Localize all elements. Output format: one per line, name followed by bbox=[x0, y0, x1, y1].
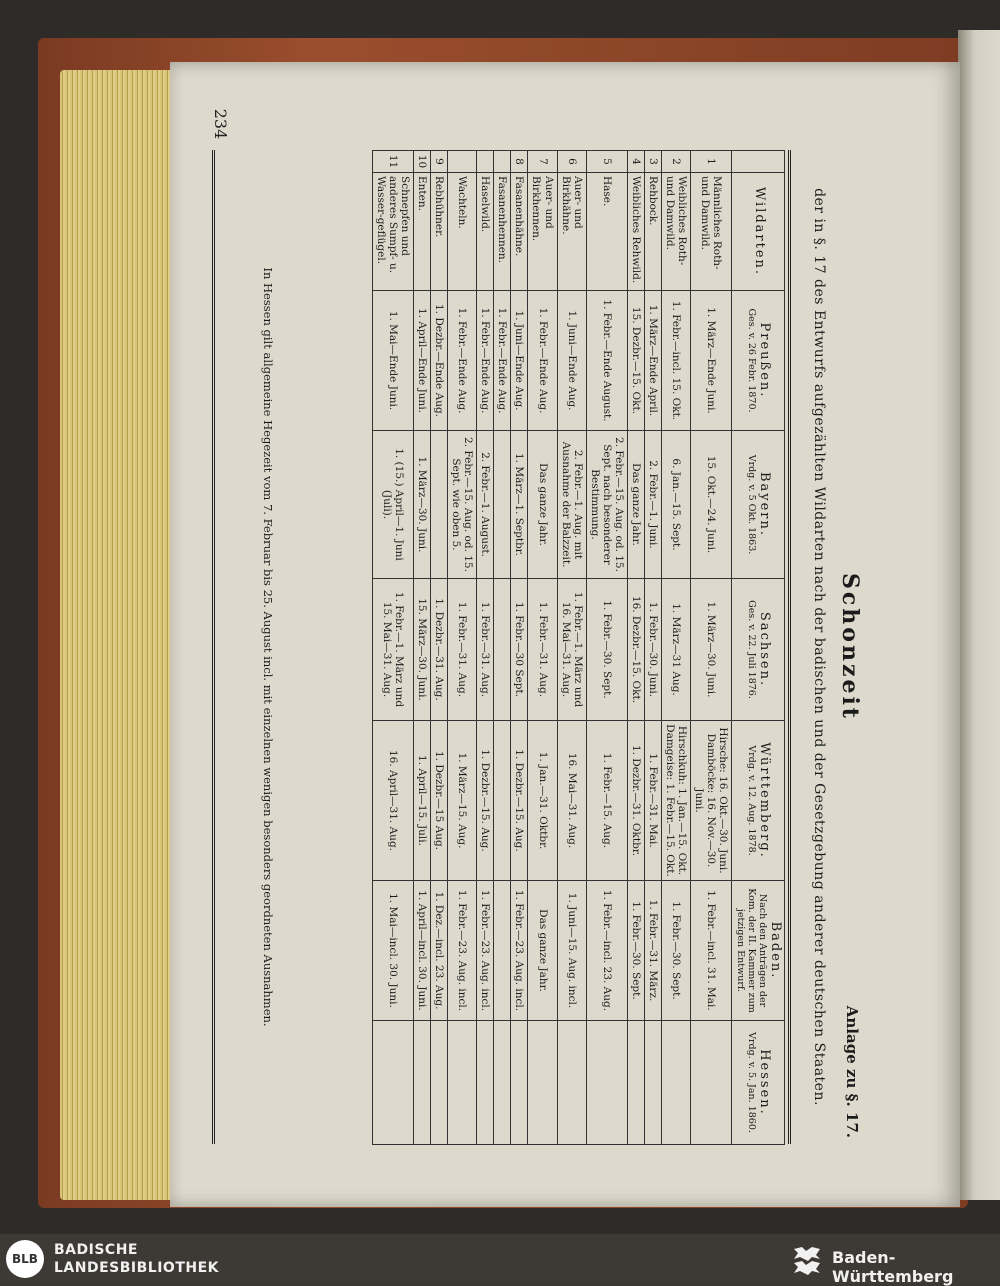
cell-sachsen: 15. März—30. Juni. bbox=[413, 579, 430, 721]
header-baden: Baden. Nach den Anträgen der Kom. der II. Kammer zum jetzigen Entwurf. bbox=[732, 881, 785, 1021]
cell-hessen bbox=[511, 1021, 528, 1145]
cell-wuerttemberg: Hirschkuh: 1. Jan.—15. Okt. Damgeise: 1. Febr.—15. Okt. bbox=[661, 721, 690, 881]
cell-sachsen: 1. Febr.—31. Aug. bbox=[528, 579, 557, 721]
page-subtitle: der in §. 17 des Entwurfs aufgezählten Wildarten nach der badischen und der Gesetzgebung anderer deutschen Staaten. bbox=[811, 188, 827, 1106]
header-bayern: Bayern. Vrdg. v. 5 Okt. 1863. bbox=[732, 431, 785, 579]
cell-game: Wachteln. bbox=[448, 173, 477, 291]
table-row bbox=[372, 151, 413, 1145]
header-wuerttemberg: Württemberg. Vrdg. v. 12. Aug. 1878. bbox=[732, 721, 785, 881]
cell-sachsen: 1. Dezbr.—31. Aug. bbox=[431, 579, 448, 721]
footer-bar bbox=[0, 1234, 1000, 1284]
blb-line-2: LANDESBIBLIOTHEK bbox=[54, 1260, 220, 1276]
cell-sachsen: 1. Febr.—1. März und 15. Mai—31. Aug. bbox=[372, 579, 413, 721]
cell-num bbox=[494, 151, 511, 173]
table-row bbox=[494, 151, 511, 1145]
cell-baden: 1. April—incl. 30. Juni. bbox=[413, 881, 430, 1021]
cell-hessen bbox=[557, 1021, 586, 1145]
cell-baden: 1. Febr.—23. Aug. incl. bbox=[448, 881, 477, 1021]
blb-logo[interactable]: BLB bbox=[6, 1240, 44, 1278]
cell-num: 6 bbox=[557, 151, 586, 173]
cell-wuerttemberg: 16. April—31. Aug. bbox=[372, 721, 413, 881]
cell-wuerttemberg: 1. März—15. Aug. bbox=[448, 721, 477, 881]
cell-bayern: 1. März—30. Juni. bbox=[413, 431, 430, 579]
hessen-note: In Hessen gilt allgemeine Hegezeit vom 7. Februar bis 25. August incl. mit einzelnen wenigen besonders geordneten Ausnahmen. bbox=[261, 267, 275, 1027]
cell-preussen: 1. Juni—Ende Aug. bbox=[511, 291, 528, 431]
table-row bbox=[627, 151, 644, 1145]
cell-bayern: 1. (15.) April—1. Juni (Juli). bbox=[372, 431, 413, 579]
cell-game: Fasanenhennen. bbox=[494, 173, 511, 291]
cell-wuerttemberg: 1. Febr.—15. Aug. bbox=[586, 721, 627, 881]
table-row bbox=[661, 151, 690, 1145]
header-preussen: Preußen. Ges. v. 26 Febr. 1870. bbox=[732, 291, 785, 431]
cell-sachsen: 1. März—31 Aug. bbox=[661, 579, 690, 721]
table-row bbox=[644, 151, 661, 1145]
cell-preussen: 1. Juni—Ende Aug. bbox=[557, 291, 586, 431]
rotated-content bbox=[205, 150, 865, 1144]
cell-preussen: 1. April—Ende Juni. bbox=[413, 291, 430, 431]
cell-bayern: 15. Okt.—24. Juni. bbox=[691, 431, 732, 579]
cell-hessen bbox=[661, 1021, 690, 1145]
cell-sachsen: 16. Dezbr.—15. Okt. bbox=[627, 579, 644, 721]
cell-game: Schnepfen und anderes Sumpf- u. Wasser-geflügel. bbox=[372, 173, 413, 291]
cell-bayern: Das ganze Jahr. bbox=[627, 431, 644, 579]
cell-preussen: 1. Dezbr.—Ende Aug. bbox=[431, 291, 448, 431]
cell-hessen bbox=[477, 1021, 494, 1145]
cell-bayern: Das ganze Jahr. bbox=[528, 431, 557, 579]
cell-preussen: 1. März—Ende April. bbox=[644, 291, 661, 431]
cell-sachsen: 1. Febr.—30. Juni. bbox=[644, 579, 661, 721]
cell-hessen bbox=[627, 1021, 644, 1145]
table-row bbox=[557, 151, 586, 1145]
cell-baden: 1. Mai—incl. 30. Juni. bbox=[372, 881, 413, 1021]
cell-game: Fasanenhähne. bbox=[511, 173, 528, 291]
cell-sachsen: 1. März—30. Juni. bbox=[691, 579, 732, 721]
cell-hessen bbox=[448, 1021, 477, 1145]
cell-preussen: 1. März—Ende Juni. bbox=[691, 291, 732, 431]
cell-hessen bbox=[413, 1021, 430, 1145]
cell-bayern: 2. Febr.—1. Aug. mit Ausnahme der Balzzeit. bbox=[557, 431, 586, 579]
cell-wuerttemberg: Hirsche: 16. Okt.—30. Juni. Damböcke: 16. Nov.—30. Juni. bbox=[691, 721, 732, 881]
cell-hessen bbox=[528, 1021, 557, 1145]
cell-num: 3 bbox=[644, 151, 661, 173]
cell-baden: 1. Febr.—incl. 31. Mai. bbox=[691, 881, 732, 1021]
header-sachsen: Sachsen. Ges. v. 22. Juli 1876. bbox=[732, 579, 785, 721]
bw-label[interactable]: Baden-Württemberg bbox=[832, 1248, 954, 1286]
cell-sachsen: 1. Febr.—30. Sept. bbox=[586, 579, 627, 721]
cell-wuerttemberg bbox=[494, 721, 511, 881]
header-hessen: Hessen. Vrdg. v. 5. Jan. 1860. bbox=[732, 1021, 785, 1145]
cell-preussen: 1. Febr.—Ende Aug. bbox=[528, 291, 557, 431]
cell-num: 7 bbox=[528, 151, 557, 173]
table-row bbox=[477, 151, 494, 1145]
cell-baden: 1. Febr.—23. Aug. incl. bbox=[477, 881, 494, 1021]
cell-baden: Das ganze Jahr. bbox=[528, 881, 557, 1021]
bottom-rule bbox=[212, 150, 215, 1144]
table-row bbox=[431, 151, 448, 1145]
cell-game: Haselwild. bbox=[477, 173, 494, 291]
cell-num: 9 bbox=[431, 151, 448, 173]
table-row bbox=[691, 151, 732, 1145]
cell-sachsen bbox=[494, 579, 511, 721]
table-row bbox=[511, 151, 528, 1145]
table-row bbox=[413, 151, 430, 1145]
cell-wuerttemberg: 16. Mai—31. Aug. bbox=[557, 721, 586, 881]
bw-lions-icon bbox=[790, 1243, 824, 1275]
cell-game: Weibliches Rehwild. bbox=[627, 173, 644, 291]
cell-hessen bbox=[691, 1021, 732, 1145]
cell-bayern: 2. Febr.—1. August. bbox=[477, 431, 494, 579]
cell-baden: 1. Dez.—incl. 23. Aug. bbox=[431, 881, 448, 1021]
cell-wuerttemberg: 1. April—15. Juli. bbox=[413, 721, 430, 881]
page-edges bbox=[60, 70, 180, 1200]
cell-baden: 1. Febr.—30. Sept. bbox=[627, 881, 644, 1021]
table-body bbox=[372, 151, 732, 1145]
header-num bbox=[732, 151, 785, 173]
cell-hessen bbox=[586, 1021, 627, 1145]
cell-hessen bbox=[372, 1021, 413, 1145]
cell-wuerttemberg: 1. Dezbr.—15 Aug. bbox=[431, 721, 448, 881]
table-row bbox=[586, 151, 627, 1145]
blb-line-1: BADISCHE bbox=[54, 1242, 138, 1258]
cell-hessen bbox=[431, 1021, 448, 1145]
cell-preussen: 1. Febr.—Ende Aug. bbox=[494, 291, 511, 431]
cell-baden: 1. Febr.—31. März. bbox=[644, 881, 661, 1021]
cell-bayern bbox=[494, 431, 511, 579]
header-wildarten: Wildarten. bbox=[732, 173, 785, 291]
cell-baden: 1. Febr.—incl. 23. Aug. bbox=[586, 881, 627, 1021]
cell-num: 8 bbox=[511, 151, 528, 173]
table-header-row bbox=[732, 151, 785, 1145]
cell-baden: 1. Febr.—30. Sept. bbox=[661, 881, 690, 1021]
cell-wuerttemberg: 1. Dezbr.—15. Aug. bbox=[511, 721, 528, 881]
rotated-table-region bbox=[205, 150, 865, 1144]
cell-preussen: 1. Febr.—Ende August. bbox=[586, 291, 627, 431]
cell-wuerttemberg: 1. Dezbr.—31. Oktbr. bbox=[627, 721, 644, 881]
cell-game: Männliches Roth- und Damwild. bbox=[691, 173, 732, 291]
cell-num: 11 bbox=[372, 151, 413, 173]
cell-sachsen: 1. Febr.—1. März und 16. Mai—31. Aug. bbox=[557, 579, 586, 721]
cell-bayern bbox=[431, 431, 448, 579]
cell-bayern: 6. Jan.—15. Sept. bbox=[661, 431, 690, 579]
cell-num: 10 bbox=[413, 151, 430, 173]
cell-game: Hase. bbox=[586, 173, 627, 291]
cell-num: 2 bbox=[661, 151, 690, 173]
cell-bayern: 2. Febr.—15. Aug. od. 15. Sept. wie oben 5. bbox=[448, 431, 477, 579]
cell-wuerttemberg: 1. Jan.—31. Oktbr. bbox=[528, 721, 557, 881]
cell-bayern: 2. Febr.—15. Aug. od. 15. Sept. nach besonderer Bestimmung. bbox=[586, 431, 627, 579]
blb-name[interactable] bbox=[54, 1241, 219, 1277]
next-page-glyphs bbox=[958, 30, 1000, 1200]
cell-preussen: 1. Febr.—Ende Aug. bbox=[448, 291, 477, 431]
schonzeit-table bbox=[372, 150, 785, 1145]
cell-sachsen: 1. Febr.—30 Sept. bbox=[511, 579, 528, 721]
cell-game: Auer- und Birkhennen. bbox=[528, 173, 557, 291]
cell-baden: 1. Febr.—23. Aug. incl. bbox=[511, 881, 528, 1021]
cell-preussen: 1. Febr.—incl. 15. Okt. bbox=[661, 291, 690, 431]
page-number: 234 bbox=[211, 108, 230, 140]
cell-game: Enten. bbox=[413, 173, 430, 291]
cell-num: 4 bbox=[627, 151, 644, 173]
cell-baden bbox=[494, 881, 511, 1021]
cell-num bbox=[448, 151, 477, 173]
cell-num: 1 bbox=[691, 151, 732, 173]
cell-hessen bbox=[494, 1021, 511, 1145]
table-row bbox=[448, 151, 477, 1145]
cell-wuerttemberg: 1. Febr.—31. Mai. bbox=[644, 721, 661, 881]
cell-game: Weibliches Roth- und Damwild. bbox=[661, 173, 690, 291]
cell-game: Rebhühner. bbox=[431, 173, 448, 291]
cell-preussen: 1. Febr.—Ende Aug. bbox=[477, 291, 494, 431]
cell-game: Rehbock. bbox=[644, 173, 661, 291]
cell-sachsen: 1. Febr.—31. Aug. bbox=[477, 579, 494, 721]
annex-label: Anlage zu §. 17. bbox=[843, 1005, 861, 1138]
cell-bayern: 2. Febr.—1. Juni. bbox=[644, 431, 661, 579]
cell-preussen: 1. Mai—Ende Juni. bbox=[372, 291, 413, 431]
table-row bbox=[528, 151, 557, 1145]
cell-bayern: 1. März—1. Septbr. bbox=[511, 431, 528, 579]
cell-hessen bbox=[644, 1021, 661, 1145]
top-rule bbox=[788, 150, 791, 1144]
cell-game: Auer- und Birkhähne. bbox=[557, 173, 586, 291]
cell-sachsen: 1. Febr.—31. Aug. bbox=[448, 579, 477, 721]
cell-wuerttemberg: 1. Dezbr.—15. Aug. bbox=[477, 721, 494, 881]
cell-num: 5 bbox=[586, 151, 627, 173]
cell-preussen: 15. Dezbr.—15. Okt. bbox=[627, 291, 644, 431]
page-title: Schonzeit bbox=[837, 573, 863, 721]
cell-baden: 1. Juni—15. Aug. incl. bbox=[557, 881, 586, 1021]
cell-num bbox=[477, 151, 494, 173]
